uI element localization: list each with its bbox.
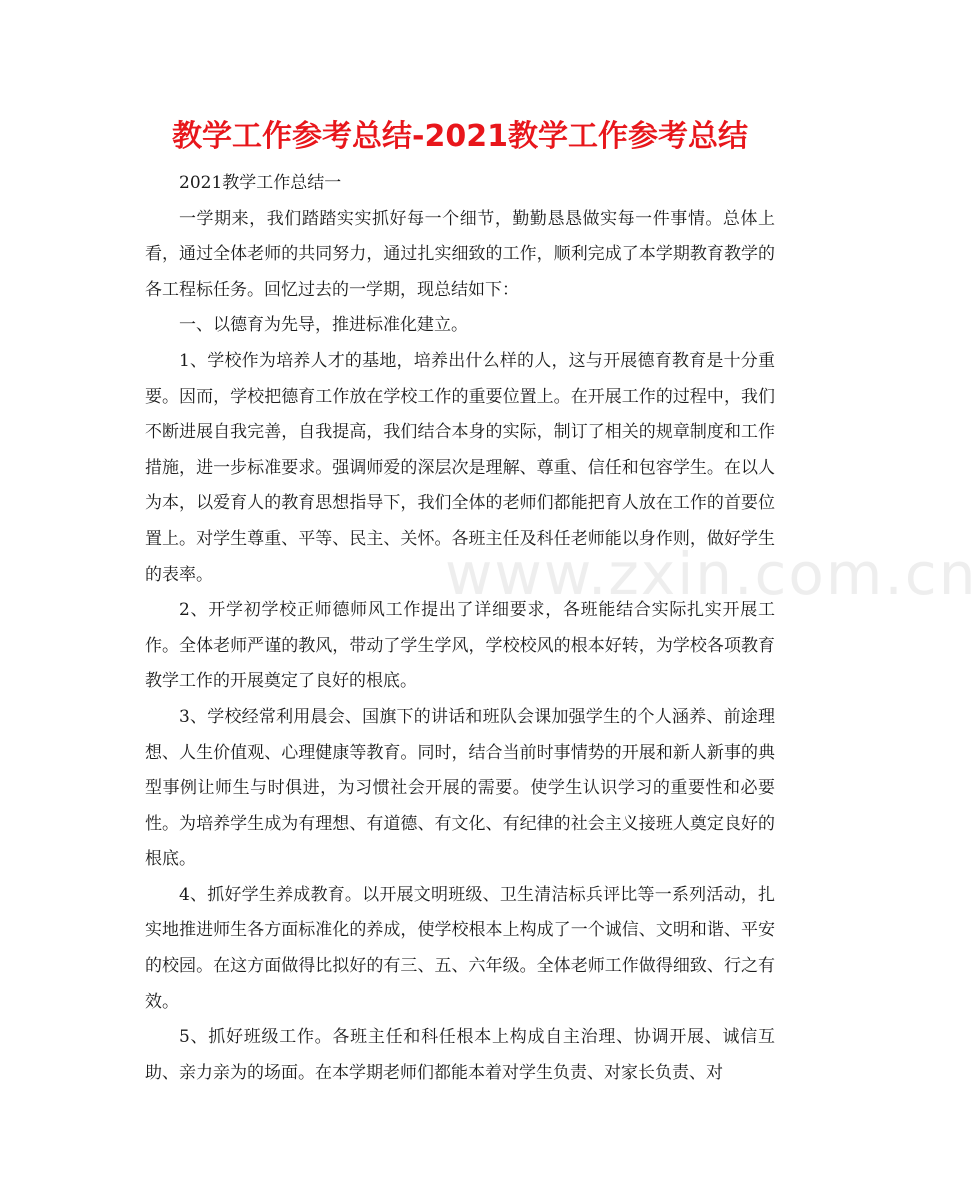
body-paragraph: 5、抓好班级工作。各班主任和科任根本上构成自主治理、协调开展、诚信互助、亲力亲为的场面。在本学期老师们都能本着对学生负责、对家长负责、对: [145, 1027, 775, 1083]
body-paragraph: 3、学校经常利用晨会、国旗下的讲话和班队会课加强学生的个人涵养、前途理想、人生价值观、心理健康等教育。同时，结合当前时事情势的开展和新人新事的典型事例让师生与时俱进，为习惯社会开展的需要。使学生认识学习的重要性和必要性。为培养学生成为有理想、有道德、有文化、有纪律的社会主义接班人奠定良好的根底。: [145, 706, 775, 870]
body-paragraph: 2、开学初学校正师德师风工作提出了详细要求，各班能结合实际扎实开展工作。全体老师严谨的教风，带动了学生学风，学校校风的根本好转，为学校各项教育教学工作的开展奠定了良好的根底。: [145, 600, 775, 692]
document-title: 教学工作参考总结-2021教学工作参考总结: [172, 119, 748, 154]
watermark: www.zxin.com.cn: [445, 540, 977, 608]
body-paragraph: 4、抓好学生养成教育。以开展文明班级、卫生清洁标兵评比等一系列活动，扎实地推进师生各方面标准化的养成，使学校根本上构成了一个诚信、文明和谐、平安的校园。在这方面做得比拟好的有三、五、六年级。全体老师工作做得细致、行之有效。: [145, 884, 775, 1012]
section-heading: 2021教学工作总结一: [179, 173, 342, 193]
body-paragraph: 1、学校作为培养人才的基地，培养出什么样的人，这与开展德育教育是十分重要。因而，学校把德育工作放在学校工作的重要位置上。在开展工作的过程中，我们不断进展自我完善，自我提高，我们结合本身的实际，制订了相关的规章制度和工作措施，进一步标准要求。强调师爱的深层次是理解、尊重、信任和包容学生。在以人为本，以爱育人的教育思想指导下，我们全体的老师们都能把育人放在工作的首要位置上。对学生尊重、平等、民主、关怀。各班主任及科任老师能以身作则，做好学生的表率。: [145, 350, 775, 585]
document-body: [145, 166, 775, 1091]
section-heading: 一、以德育为先导，推进标准化建立。: [179, 315, 468, 336]
intro-paragraph: 一学期来，我们踏踏实实抓好每一个细节，勤勤恳恳做实每一件事情。总体上看，通过全体老师的共同努力，通过扎实细致的工作，顺利完成了本学期教育教学的各工程标任务。回忆过去的一学期，现总结如下：: [145, 208, 775, 300]
